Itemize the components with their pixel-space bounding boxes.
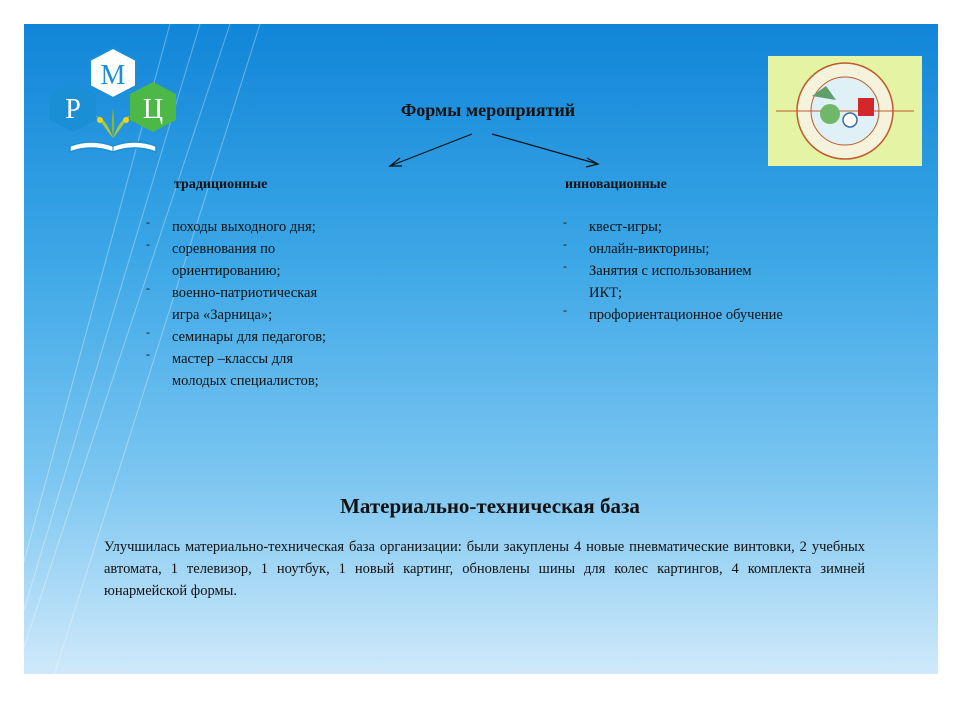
book-icon [70,142,156,152]
list-item: - семинары для педагогов; [146,326,346,348]
sprout-icon [96,108,130,138]
list-item: - квест-игры; [563,216,783,238]
list-item: - Занятия с использованием ИКТ; [563,260,783,304]
traditional-list [146,216,346,392]
list-item: - мастер –классы для молодых специалистов; [146,348,346,392]
rmc-logo [48,46,178,158]
list-item: - военно-патриотическая игра «Зарница»; [146,282,346,326]
list-item: - онлайн-викторины; [563,238,783,260]
innovative-title: инновационные [565,177,667,192]
innovative-list [563,216,783,326]
traditional-title: традиционные [174,177,268,192]
coat-of-arms-icon [858,98,874,116]
logo-letter-m: М [100,60,126,91]
base-paragraph: Улучшилась материально-техническая база организации: были закуплены 4 новые пневматические винтовки, 2 учебных автомата, 1 телевизор, 1 ноутбук, 1 новый картинг, обновлены шины для колес картингов, 4 комплекта зимней юнармейской формы. [104,539,865,599]
base-title: Материально-техническая база [340,494,640,518]
list-item: - походы выходного дня; [146,216,346,238]
list-item: - профориентационное обучение [563,304,783,326]
district-emblem [768,56,922,166]
logo-letter-ts: Ц [142,94,164,125]
logo-letter-r: Р [65,94,81,125]
branch-arrows [380,130,610,175]
list-item: - соревнования по ориентированию; [146,238,346,282]
compass-icon [843,113,857,127]
page-title: Формы мероприятий [400,100,576,120]
